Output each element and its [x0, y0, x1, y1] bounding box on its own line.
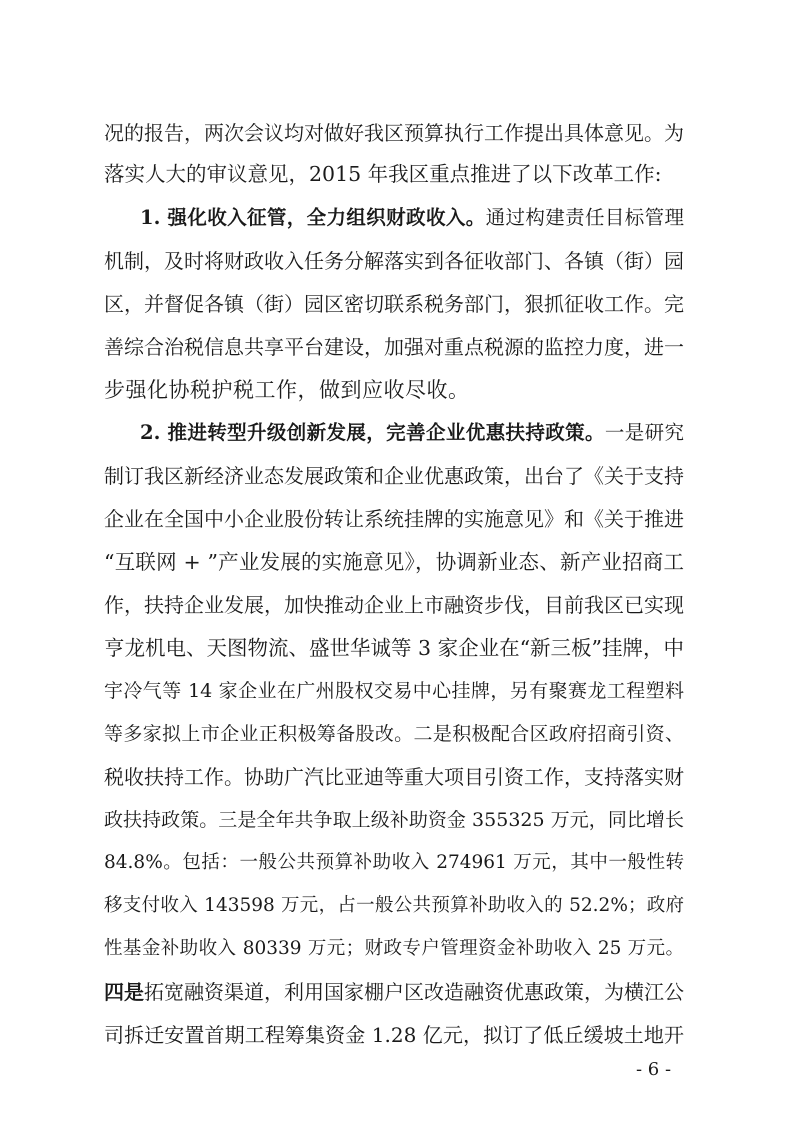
body-line	[104, 332, 684, 362]
body-line	[104, 375, 684, 405]
body-line	[104, 159, 684, 189]
text-segment: 善综合治税信息共享平台建设，加强对重点税源的监控力度，进一	[104, 335, 684, 359]
body-line	[104, 805, 684, 835]
text-segment: 作，扶持企业发展，加快推动企业上市融资步伐，目前我区已实现	[104, 593, 684, 617]
body-line	[104, 547, 684, 577]
text-segment: 税收扶持工作。协助广汽比亚迪等重大项目引资工作，支持落实财	[104, 765, 684, 789]
text-segment: 司拆迁安置首期工程筹集资金 1.28 亿元，拟订了低丘缓坡土地开	[104, 1023, 684, 1047]
body-line	[104, 118, 684, 148]
text-segment: 移支付收入 143598 万元，占一般公共预算补助收入的 52.2%；政府	[104, 895, 684, 916]
text-segment: 区，并督促各镇（街）园区密切联系税务部门，狠抓征收工作。完	[104, 292, 684, 316]
body-line	[104, 633, 684, 663]
body-line	[104, 590, 684, 620]
text-segment: 亨龙机电、天图物流、盛世华诚等 3 家企业在“新三板”挂牌，中	[104, 636, 685, 660]
text-segment: 通过构建责任目标管理	[485, 206, 684, 229]
section-heading: 1. 强化收入征管，全力组织财政收入。	[140, 206, 486, 229]
text-segment: 步强化协税护税工作，做到应收尽收。	[104, 378, 470, 402]
text-segment: 一是研究	[604, 421, 684, 444]
body-line	[104, 934, 684, 964]
body-line	[104, 676, 684, 706]
body-line	[104, 977, 684, 1007]
text-segment: “互联网 + ”产业发展的实施意见》，协调新业态、新产业招商工	[104, 550, 684, 574]
text-segment: 拓宽融资渠道，利用国家棚户区改造融资优惠政策，为横江公	[144, 980, 684, 1004]
section-heading-line	[140, 418, 684, 448]
text-segment: 政扶持政策。三是全年共争取上级补助资金 355325 万元，同比增长	[104, 809, 684, 831]
page-number: - 6 -	[636, 1059, 672, 1080]
body-line	[104, 246, 684, 276]
section-heading-line	[140, 203, 684, 233]
text-segment: 制订我区新经济业态发展政策和企业优惠政策，出台了《关于支持	[104, 464, 684, 488]
text-segment: 等多家拟上市企业正积极筹备股改。二是积极配合区政府招商引资、	[104, 723, 684, 745]
body-line	[104, 719, 684, 749]
body-line	[104, 1020, 684, 1050]
body-line	[104, 848, 684, 878]
text-segment: 企业在全国中小企业股份转让系统挂牌的实施意见》和《关于推进	[104, 507, 684, 531]
body-line	[104, 762, 684, 792]
section-heading: 2. 推进转型升级创新发展，完善企业优惠扶持政策。	[140, 421, 605, 444]
body-line	[104, 504, 684, 534]
text-segment: 落实人大的审议意见，2015 年我区重点推进了以下改革工作:	[104, 162, 662, 186]
text-segment: 况的报告，两次会议均对做好我区预算执行工作提出具体意见。为	[104, 121, 684, 145]
bold-lead: 四是	[104, 980, 144, 1004]
text-segment: 性基金补助收入 80339 万元；财政专户管理资金补助收入 25 万元。	[104, 938, 684, 959]
text-segment: 机制，及时将财政收入任务分解落实到各征收部门、各镇（街）园	[104, 249, 684, 273]
body-line	[104, 289, 684, 319]
text-segment: 宇冷气等 14 家企业在广州股权交易中心挂牌，另有聚赛龙工程塑料	[104, 680, 684, 702]
text-segment: 84.8%。包括：一般公共预算补助收入 274961 万元，其中一般性转	[104, 852, 684, 873]
body-line	[104, 891, 684, 921]
body-line	[104, 461, 684, 491]
